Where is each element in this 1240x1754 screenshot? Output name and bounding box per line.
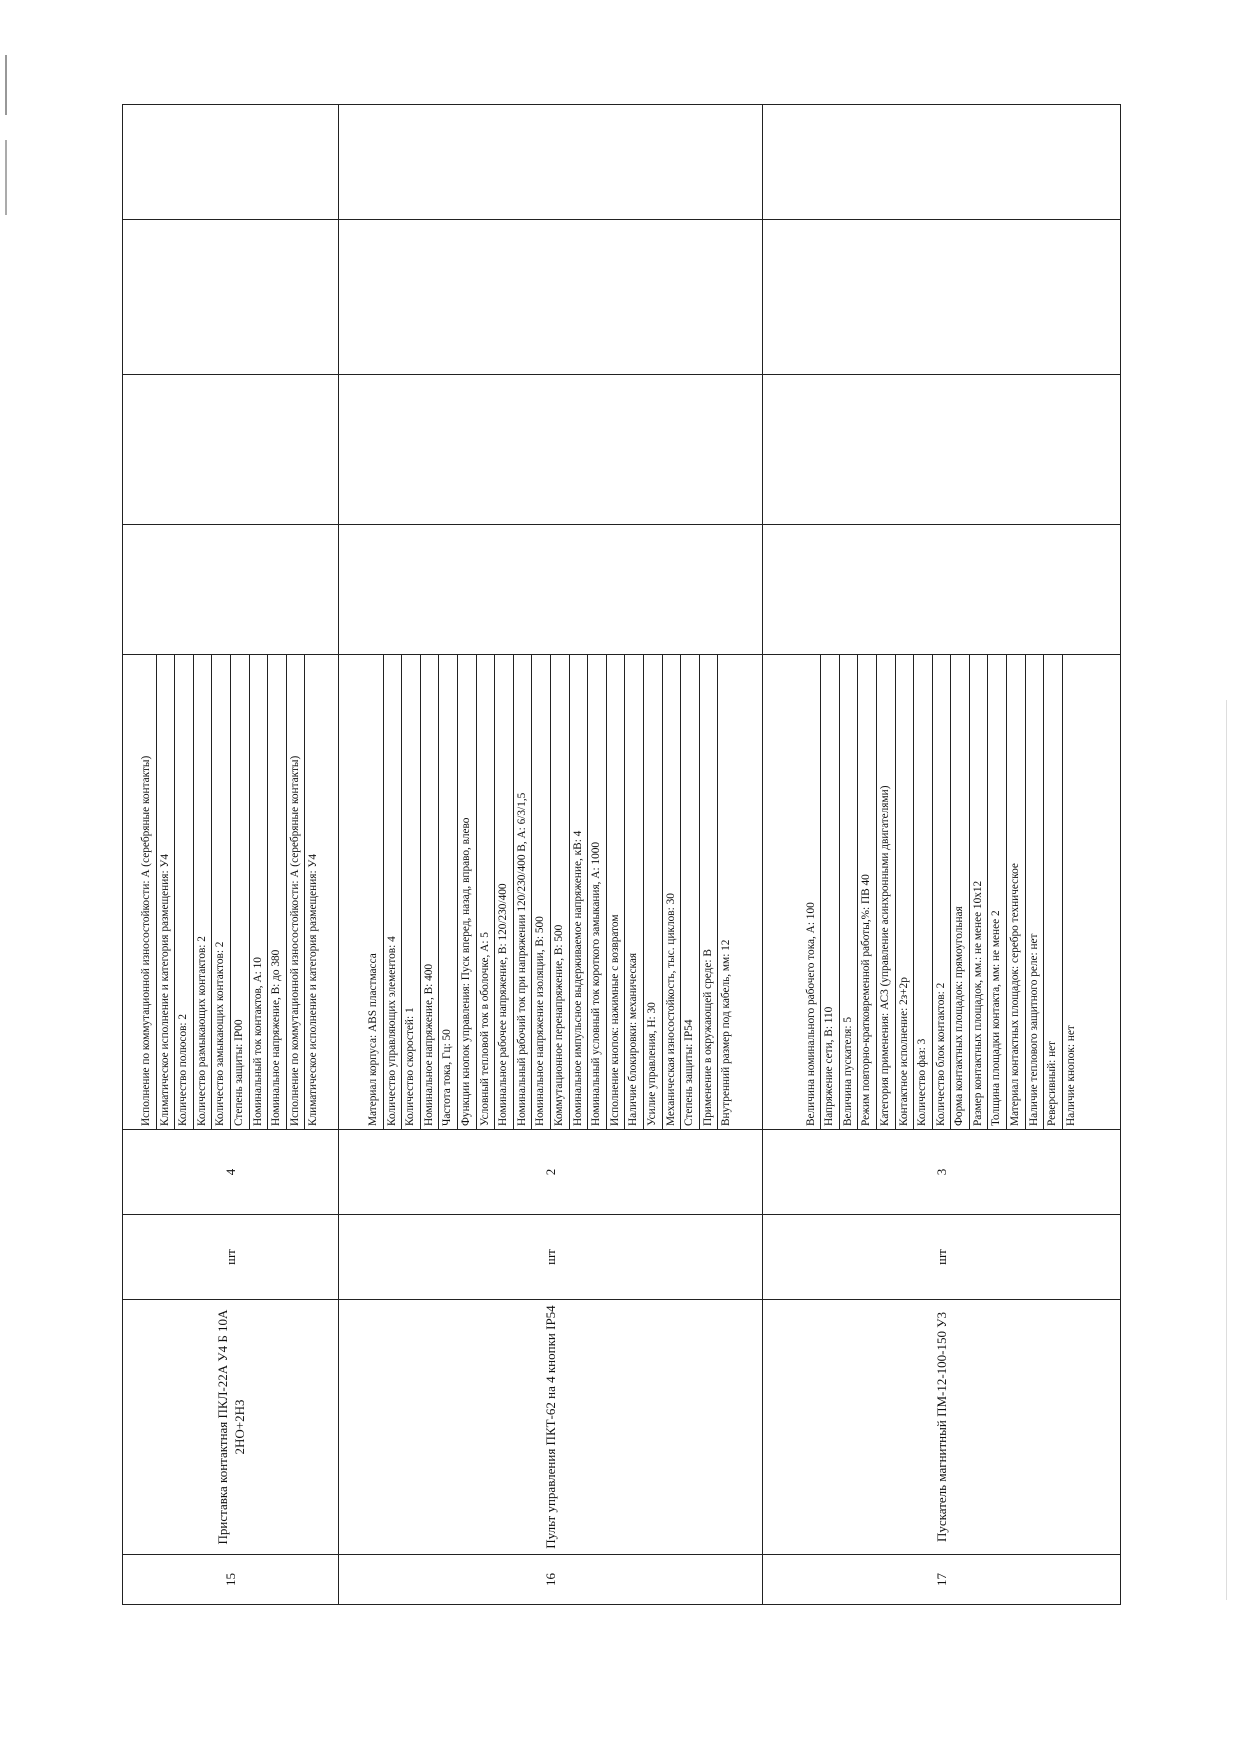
item-unit: шт xyxy=(123,1215,339,1300)
item-characteristics xyxy=(763,655,1121,1130)
char-line: Механическая износостойкость, тыс. циклов: 30 xyxy=(663,655,682,1129)
empty-cell xyxy=(123,375,339,525)
empty-cell xyxy=(763,220,1121,375)
char-line: Материал корпуса: ABS пластмасса xyxy=(365,655,384,1129)
char-line: Наличие блокировки: механическая xyxy=(625,655,644,1129)
scan-artifact xyxy=(1226,700,1227,1600)
char-line: Номинальное импульсное выдерживаемое напряжение, кВ: 4 xyxy=(570,655,589,1129)
char-line: Толщина площадки контакта, мм: не менее 2 xyxy=(988,655,1007,1129)
char-line: Величина номинального рабочего тока, А: 100 xyxy=(803,655,822,1129)
char-line: Режим повторно-кратковременной работы,%: ПВ 40 xyxy=(858,655,877,1129)
item-quantity: 3 xyxy=(763,1130,1121,1215)
char-line: Наличие теплового защитного реле: нет xyxy=(1026,655,1045,1129)
empty-cell xyxy=(763,105,1121,220)
char-line: Исполнение по коммутационной износостойкости: А (серебряные контакты) xyxy=(138,655,157,1129)
empty-cell xyxy=(123,105,339,220)
item-unit: шт xyxy=(763,1215,1121,1300)
row-number: 15 xyxy=(123,1555,339,1605)
empty-cell xyxy=(339,105,763,220)
scan-artifact xyxy=(5,55,7,115)
empty-cell xyxy=(123,220,339,375)
item-name: Пульт управления ПКТ-62 на 4 кнопки IP54 xyxy=(339,1300,763,1555)
char-line: Номинальный условный ток короткого замыкания, А: 1000 xyxy=(588,655,607,1129)
char-line: Условный тепловой ток в оболочке, А: 5 xyxy=(477,655,496,1129)
item-name: Приставка контактная ПКЛ-22А У4 Б 10А 2НО+2НЗ xyxy=(123,1300,339,1555)
empty-cell xyxy=(763,525,1121,655)
char-line: Количество замыкающих контактов: 2 xyxy=(212,655,231,1129)
char-line: Коммутационное перенапряжение, В: 500 xyxy=(551,655,570,1129)
char-line: Номинальное напряжение изоляции, В: 500 xyxy=(532,655,551,1129)
char-line: Номинальное рабочее напряжение, В: 120/230/400 xyxy=(495,655,514,1129)
char-line: Контактное исполнение: 2з+2р xyxy=(896,655,915,1129)
table-row xyxy=(763,105,1121,1605)
char-line: Наличие кнопок: нет xyxy=(1064,1025,1077,1126)
char-line: Климатическое исполнение и категория размещения: У4 xyxy=(307,853,320,1126)
char-line: Количество размыкающих контактов: 2 xyxy=(194,655,213,1129)
char-line: Количество полюсов: 2 xyxy=(175,655,194,1129)
char-line: Степень защиты: IP54 xyxy=(681,655,700,1129)
char-line: Внутренний размер под кабель, мм: 12 xyxy=(720,939,733,1126)
char-line: Количество скоростей: 1 xyxy=(402,655,421,1129)
item-quantity: 2 xyxy=(339,1130,763,1215)
char-line: Материал контактных площадок: серебро техническое xyxy=(1007,655,1026,1129)
row-number: 16 xyxy=(339,1555,763,1605)
empty-cell xyxy=(339,375,763,525)
scan-artifact xyxy=(5,140,7,215)
char-line: Номинальное напряжение, В: 400 xyxy=(421,655,440,1129)
char-line: Величина пускателя: 5 xyxy=(840,655,859,1129)
char-line: Форма контактных площадок: прямоугольная xyxy=(951,655,970,1129)
char-line: Размер контактных площадок, мм.: не менее 10х12 xyxy=(970,655,989,1129)
empty-cell xyxy=(339,525,763,655)
char-line: Степень защиты: IP00 xyxy=(231,655,250,1129)
table-row xyxy=(339,105,763,1605)
char-line: Частота тока, Гц: 50 xyxy=(439,655,458,1129)
item-characteristics xyxy=(339,655,763,1130)
item-unit: шт xyxy=(339,1215,763,1300)
table-row xyxy=(123,105,339,1605)
empty-cell xyxy=(763,375,1121,525)
item-quantity: 4 xyxy=(123,1130,339,1215)
char-line: Количество управляющих элементов: 4 xyxy=(384,655,403,1129)
char-line: Реверсивный: нет xyxy=(1044,655,1063,1129)
char-line: Исполнение по коммутационной износостойкости: А (серебряные контакты) xyxy=(287,655,306,1129)
char-line: Номинальный рабочий ток при напряжении 120/230/400 В, А: 6/3/1,5 xyxy=(514,655,533,1129)
char-line: Количество фаз: 3 xyxy=(914,655,933,1129)
item-characteristics xyxy=(123,655,339,1130)
char-line: Категория применения: АС3 (управление асинхронными двигателями) xyxy=(877,655,896,1129)
char-line: Функции кнопок управления: Пуск вперед, назад, вправо, влево xyxy=(458,655,477,1129)
char-line: Исполнение кнопок: нажимные с возвратом xyxy=(607,655,626,1129)
row-number: 17 xyxy=(763,1555,1121,1605)
char-line: Номинальное напряжение, В: до 380 xyxy=(268,655,287,1129)
empty-cell xyxy=(123,525,339,655)
char-line: Применение в окружающей среде: В xyxy=(700,655,719,1129)
char-line: Количество блок контактов: 2 xyxy=(933,655,952,1129)
char-line: Номинальный ток контактов, А: 10 xyxy=(250,655,269,1129)
char-line: Климатическое исполнение и категория размещения: У4 xyxy=(157,655,176,1129)
rotated-table-wrapper xyxy=(122,105,1120,1605)
specification-table xyxy=(122,104,1121,1605)
char-line: Напряжение сети, В: 110 xyxy=(821,655,840,1129)
char-line: Усилие управления, Н: 30 xyxy=(644,655,663,1129)
empty-cell xyxy=(339,220,763,375)
item-name: Пускатель магнитный ПМ-12-100-150 У3 xyxy=(763,1300,1121,1555)
